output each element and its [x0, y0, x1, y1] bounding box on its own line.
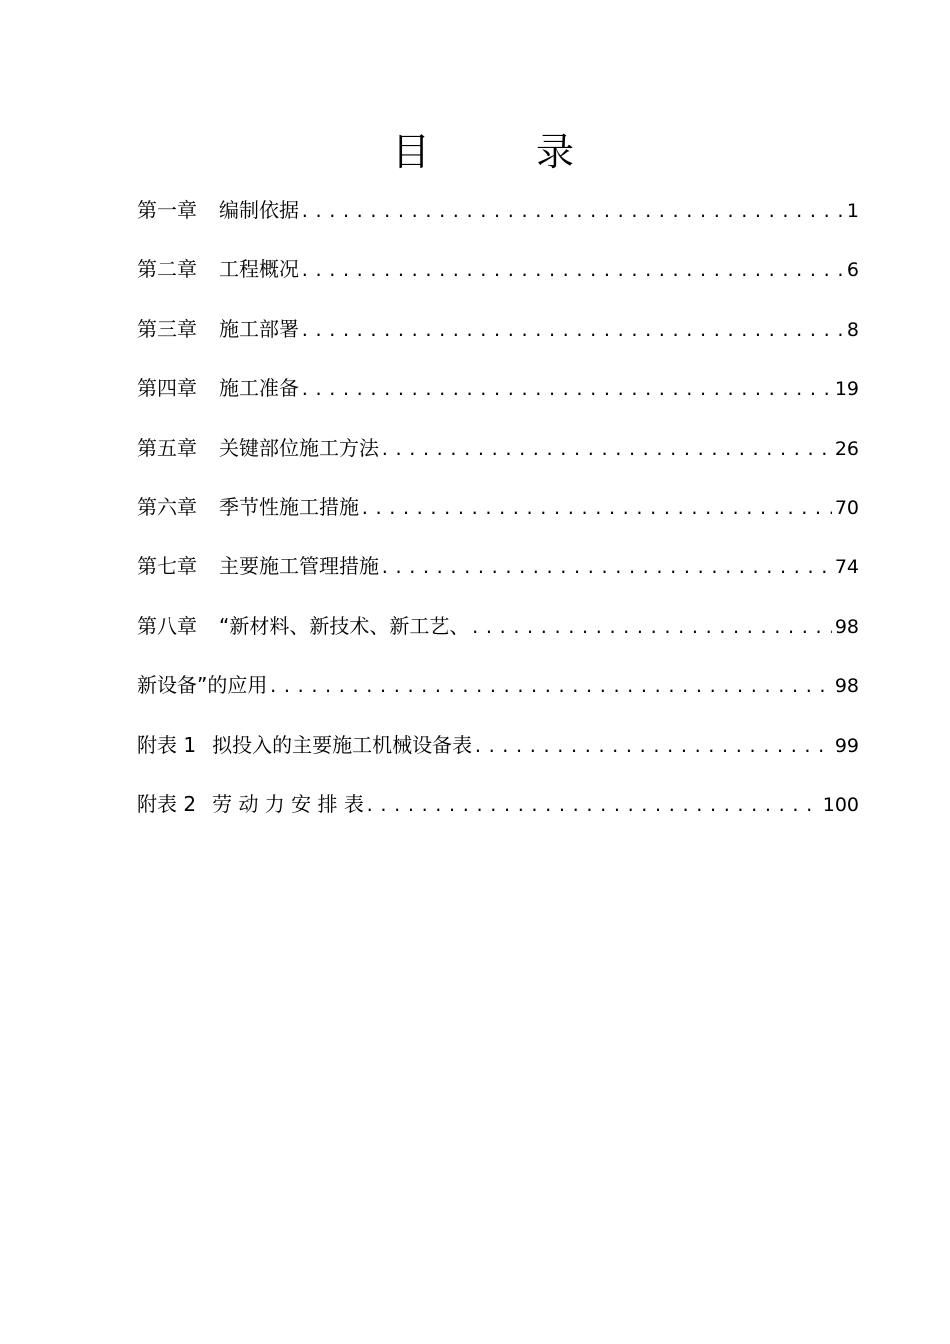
toc-dot-leader	[300, 196, 844, 228]
toc-page-number: 74	[834, 556, 859, 579]
toc-entry-title: 季节性施工措施	[219, 494, 359, 519]
toc-entry-label: 第六章	[137, 494, 197, 519]
toc-dot-leader	[268, 671, 831, 703]
toc-entry-label: 第八章	[137, 613, 197, 638]
toc-entry-text	[137, 788, 364, 820]
toc-entry-title: 编制依据	[219, 198, 299, 222]
toc-entry-label: 第二章	[137, 257, 197, 282]
toc-dot-leader	[300, 374, 832, 406]
toc-entry-text	[137, 432, 379, 464]
toc-entry[interactable]	[137, 610, 859, 669]
toc-entry-title: 劳 动 力 安 排 表	[212, 791, 364, 816]
toc-entry[interactable]	[137, 194, 859, 253]
toc-entry-text	[137, 313, 299, 345]
toc-dot-leader	[360, 493, 832, 525]
toc-entry-text	[137, 729, 472, 761]
toc-entry-label: 第一章	[137, 198, 197, 222]
toc-entry-label: 第五章	[137, 435, 197, 460]
toc-dot-leader	[300, 255, 844, 287]
toc-entry-title: 施工准备	[219, 376, 299, 401]
toc-entry-text	[137, 253, 299, 285]
toc-dot-leader	[470, 612, 831, 644]
toc-dot-leader	[380, 434, 832, 466]
toc-entry-title: 工程概况	[219, 257, 299, 282]
toc-page-number: 1	[846, 200, 859, 222]
toc-entry-label: 附表 2	[137, 791, 197, 816]
toc-entry[interactable]	[137, 372, 859, 431]
toc-entry[interactable]	[137, 729, 859, 788]
toc-entry-title: 关键部位施工方法	[219, 435, 379, 460]
toc-entry-text	[137, 491, 359, 523]
toc-title: 目 录	[391, 130, 608, 174]
toc-page-number: 98	[834, 675, 859, 698]
toc-entry-text	[137, 372, 299, 404]
toc-page-number: 70	[834, 496, 859, 519]
toc-dot-leader	[300, 315, 844, 347]
toc-dot-leader	[365, 790, 820, 822]
toc-entry[interactable]	[137, 669, 859, 728]
toc-entry[interactable]	[137, 491, 859, 550]
toc-entry-text	[137, 610, 469, 642]
toc-page-number: 6	[846, 259, 859, 282]
toc-entry[interactable]	[137, 788, 859, 847]
toc-entry-label: 第三章	[137, 316, 197, 341]
toc-entry-text	[137, 550, 379, 582]
toc-page-number: 100	[822, 793, 859, 816]
toc-entry-label: 第七章	[137, 554, 197, 579]
toc-page-number: 19	[834, 378, 859, 401]
toc-entry-label: 附表 1	[137, 732, 197, 757]
toc-dot-leader	[473, 731, 832, 763]
toc-entry-title: 主要施工管理措施	[219, 554, 379, 579]
toc-dot-leader	[380, 552, 832, 584]
toc-entry-title: 新设备”的应用	[137, 673, 268, 698]
toc-entry-title: “新材料、新技术、新工艺、	[219, 613, 470, 638]
toc-page-number: 26	[834, 437, 859, 460]
toc-page-number: 8	[846, 318, 859, 341]
toc-list	[137, 194, 859, 847]
toc-page-number: 99	[834, 734, 859, 757]
toc-entry[interactable]	[137, 432, 859, 491]
toc-page-number: 98	[834, 615, 859, 638]
toc-entry-title: 拟投入的主要施工机械设备表	[212, 732, 473, 757]
toc-entry[interactable]	[137, 313, 859, 372]
toc-entry-label: 第四章	[137, 376, 197, 401]
toc-entry-title: 施工部署	[219, 316, 299, 341]
toc-entry-text	[137, 194, 299, 226]
toc-entry[interactable]	[137, 550, 859, 609]
toc-entry[interactable]	[137, 253, 859, 312]
toc-entry-text	[137, 669, 267, 701]
